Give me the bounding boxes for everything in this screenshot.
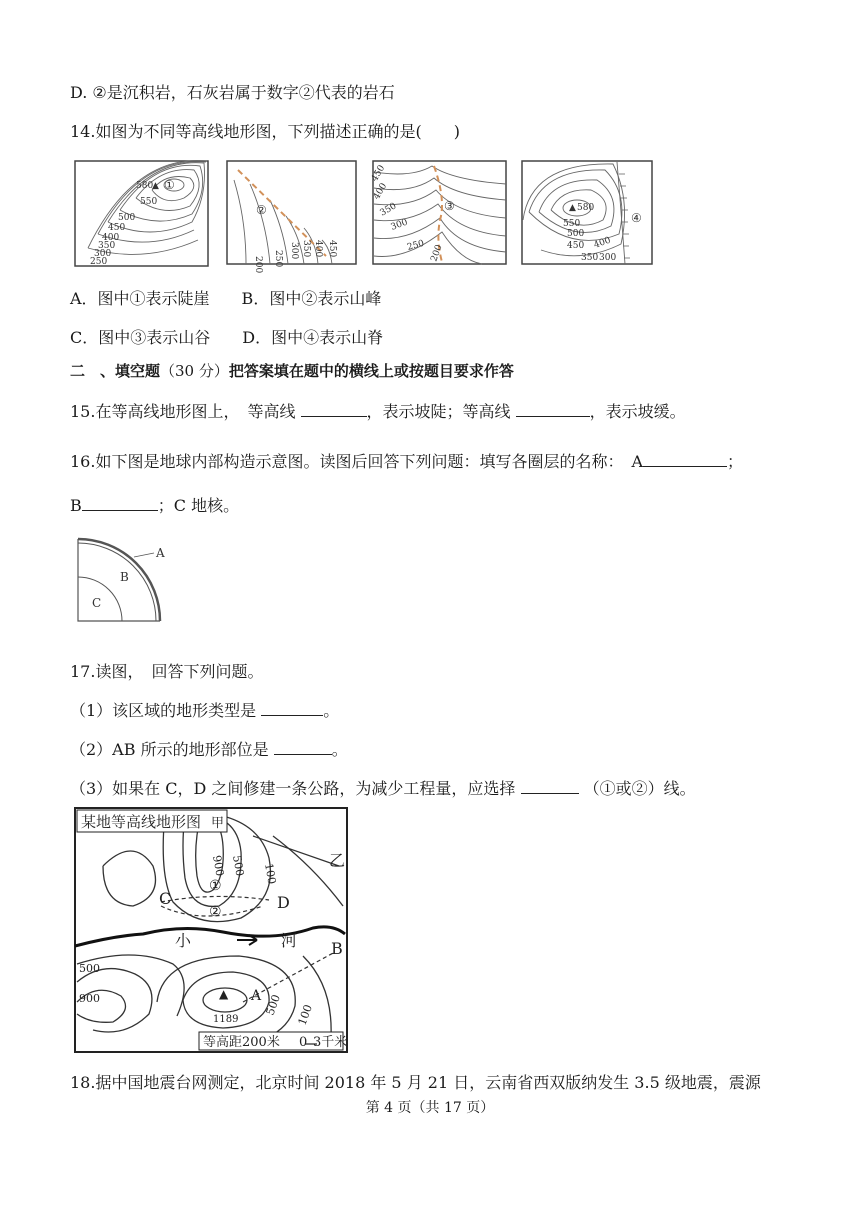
map3-label: 250: [406, 238, 426, 253]
scale-distance: 3千米: [313, 1035, 348, 1050]
map4-peak-label: 580: [577, 203, 595, 213]
q17-sub1: [70, 698, 339, 721]
contour-map-1: [74, 160, 209, 271]
river-char-1: 小: [175, 931, 192, 950]
q14-stem: 14.如图为不同等高线地形图，下列描述正确的是( ): [70, 122, 460, 141]
q16-part3: B: [70, 496, 82, 515]
section-instruction: 把答案填在题中的横线上或按题目要求作答: [228, 362, 514, 380]
q16-blank-b[interactable]: [82, 496, 158, 511]
q17-sub3-end: （①或②）线。: [583, 779, 696, 798]
q13-option-d: D. ②是沉积岩，石灰岩属于数字②代表的岩石: [70, 83, 395, 102]
label-c: C: [92, 596, 102, 610]
river-char-2: 河: [281, 931, 298, 950]
scale-zero: 0: [299, 1035, 308, 1050]
q16-blank-a[interactable]: [643, 452, 727, 467]
map2-label: 300: [289, 242, 299, 260]
section-2-heading: [70, 360, 514, 381]
svg-text:▲: ▲: [569, 203, 576, 213]
section-score: （30 分）: [160, 362, 229, 380]
contour-label: 500: [230, 854, 247, 878]
map1-peak-label: 580: [136, 181, 154, 191]
contour-label: 500: [263, 992, 284, 1018]
map3-label: 200: [429, 243, 445, 264]
q16-line2: [70, 493, 239, 516]
svg-text:▲: ▲: [152, 181, 159, 191]
map2-label: 250: [273, 250, 283, 268]
contour-map-2: [226, 160, 357, 274]
peak-elevation: 1189: [213, 1014, 239, 1025]
q16-part1: 16.如下图是地球内部构造示意图。读图后回答下列问题：填写各圈层的名称： A: [70, 452, 644, 471]
label-b: B: [331, 939, 343, 958]
contour-label: 900: [79, 992, 100, 1005]
label-yi: 乙: [329, 851, 346, 870]
map1-label: 350: [98, 241, 116, 251]
route-1: ①: [209, 878, 222, 894]
map1-marker: ①: [164, 178, 175, 192]
map3-marker: ③: [444, 199, 455, 213]
map3-label: 450: [369, 163, 388, 184]
label-jia: 甲: [211, 816, 225, 831]
q17-blank-2[interactable]: [274, 740, 332, 755]
map2-label: 450: [327, 240, 337, 258]
q17-sub2-text: （2）AB 所示的地形部位是: [70, 740, 269, 759]
q14-options-row1: A．图中①表示陡崖 B．图中②表示山峰: [70, 289, 382, 308]
label-c: C: [159, 889, 172, 908]
q17-sub3-text: （3）如果在 C，D 之间修建一条公路，为减少工程量，应选择: [70, 779, 516, 798]
q14-options-row2: C．图中③表示山谷 D．图中④表示山脊: [70, 328, 384, 347]
contour-map-4: [521, 160, 653, 269]
q18-text: 18.据中国地震台网测定，北京时间 2018 年 5 月 21 日，云南省西双版纳发生 3.5 级地震，震源: [70, 1073, 761, 1092]
map3-label: 350: [378, 201, 399, 219]
map-title: 某地等高线地形图: [81, 813, 202, 831]
q15-blank-1[interactable]: [301, 402, 367, 417]
map1-label: 450: [108, 223, 126, 233]
peak-icon: ▲: [219, 987, 229, 1001]
map4-marker: ④: [631, 211, 642, 225]
contour-label: 900: [210, 854, 227, 878]
q16-part2: ；: [727, 452, 744, 471]
q17-sub2: [70, 737, 348, 760]
map4-label: 350: [581, 253, 599, 263]
route-2: ②: [209, 904, 222, 920]
label-d: D: [277, 893, 290, 912]
q15-text: [70, 399, 686, 422]
contour-map-3: [369, 160, 507, 269]
contour-label: 100: [262, 862, 279, 886]
map4-label: 500: [567, 229, 585, 239]
q15-part2: ，表示坡陡；等高线: [366, 402, 511, 421]
q17-stem: 17.读图， 回答下列问题。: [70, 662, 264, 681]
topographic-map: [73, 806, 349, 1058]
q16-line1: [70, 449, 743, 472]
map2-label: 400: [313, 240, 323, 258]
q15-blank-2[interactable]: [516, 402, 590, 417]
earth-structure-diagram: [74, 535, 184, 629]
label-a: A: [251, 988, 262, 1004]
page-footer: 第 4 页（共 17 页）: [365, 1100, 495, 1116]
label-b: B: [120, 570, 129, 584]
map3-label: 300: [389, 217, 410, 233]
map3-label: 400: [371, 181, 390, 202]
contour-label: 100: [295, 1002, 316, 1028]
q16-part4: ；C 地核。: [157, 496, 240, 515]
q17-sub3: [70, 776, 696, 799]
map4-label: 300: [599, 253, 617, 263]
map2-label: 350: [301, 240, 311, 258]
map4-label: 550: [563, 219, 581, 229]
label-a: A: [156, 546, 165, 560]
q15-part1: 15.在等高线地形图上， 等高线: [70, 402, 296, 421]
map1-label: 250: [90, 257, 108, 267]
q17-blank-3[interactable]: [521, 779, 579, 794]
map2-label: 200: [253, 256, 263, 274]
map1-label: 500: [118, 213, 136, 223]
contour-label: 500: [79, 962, 100, 975]
map1-label: 400: [102, 233, 120, 243]
section-title: 二 、填空题: [70, 362, 161, 380]
map2-marker: ②: [256, 203, 267, 217]
map4-label: 400: [592, 235, 613, 251]
map4-label: 450: [567, 241, 585, 251]
q17-blank-1[interactable]: [261, 701, 323, 716]
q15-part3: ，表示坡缓。: [589, 402, 686, 421]
map1-label: 300: [94, 249, 112, 259]
q17-sub2-end: 。: [331, 740, 348, 759]
q17-sub1-text: （1）该区域的地形类型是: [70, 701, 257, 720]
contour-interval: 等高距200米: [203, 1035, 280, 1050]
q17-sub1-end: 。: [323, 701, 340, 720]
map1-label: 550: [140, 197, 158, 207]
